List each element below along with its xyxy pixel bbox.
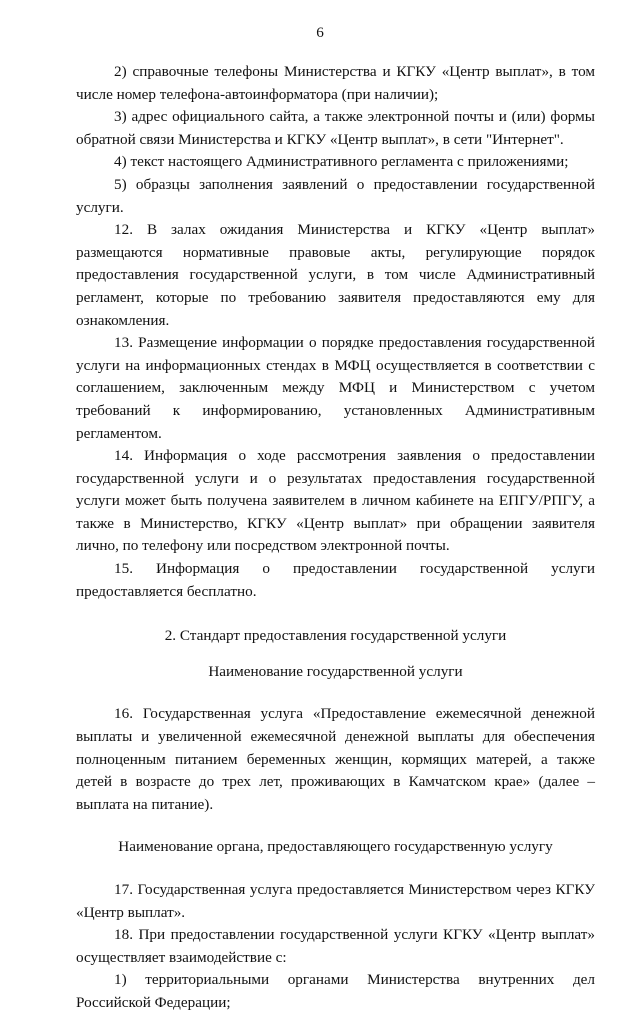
paragraph-13: 13. Размещение информации о порядке предоставления государственной услуги на информационных стендах в МФЦ осуществляется в соответствии с соглашением, заключенным между МФЦ и Министерством с учетом требований к информированию, установленных Административным регламентом. (76, 334, 595, 442)
subheading-service-name: Наименование государственной услуги (208, 662, 463, 680)
spacer (76, 648, 595, 661)
paragraph-14: 14. Информация о ходе рассмотрения заявления о предоставлении государственной услуги и о результатах предоставления государственной услуги может быть получена заявителем в личном кабинете на ЕПГУ/РПГУ, а также в Министерство, КГКУ «Центр выплат» при обращении заявителя лично, по телефону или посредством электронной почты. (76, 447, 595, 555)
page-number: 6 (316, 24, 324, 41)
paragraph-18: 18. При предоставлении государственной услуги КГКУ «Центр выплат» осуществляет взаимодействие с: (76, 926, 595, 966)
spacer (76, 603, 595, 625)
subheading-organ-name: Наименование органа, предоставляющего государственную услугу (118, 838, 553, 856)
paragraph-12: 12. В залах ожидания Министерства и КГКУ «Центр выплат» размещаются нормативные правовые акты, регулирующие порядок предоставления государственной услуги, в том числе Административный регламент, которые по требованию заявителя предоставляются ему для ознакомления. (76, 221, 595, 329)
paragraph-16: 16. Государственная услуга «Предоставление ежемесячной денежной выплаты и увеличенной ежемесячной денежной выплаты для обеспечения полноценным питанием беременных женщин, кормящих матерей, а также детей в возрасте до трех лет, проживающих в Камчатском крае» (далее – выплата на питание). (76, 705, 595, 813)
paragraph: 5) образцы заполнения заявлений о предоставлении государственной услуги. (76, 175, 595, 216)
paragraph-15: 15. Информация о предоставлении государственной услуги предоставляется бесплатно. (76, 560, 595, 600)
paragraph: 1) территориальными органами Министерства внутренних дел Российской Федерации; (76, 971, 595, 1011)
section-title: 2. Стандарт предоставления государственной услуги (164, 627, 507, 645)
paragraph: 3) адрес официального сайта, а также электронной почты и (или) формы обратной связи Министерства и КГКУ «Центр выплат», в сети "Интернет". (76, 108, 595, 148)
document-body (76, 61, 595, 1015)
spacer (76, 816, 595, 836)
spacer (76, 859, 595, 879)
paragraph: 2) справочные телефоны Министерства и КГКУ «Центр выплат», в том числе номер телефона-автоинформатора (при наличии); (76, 63, 595, 103)
paragraph-17: 17. Государственная услуга предоставляется Министерством через КГКУ «Центр выплат». (76, 881, 595, 921)
paragraph: 4) текст настоящего Административного регламента с приложениями; (114, 153, 569, 171)
spacer (76, 683, 595, 703)
